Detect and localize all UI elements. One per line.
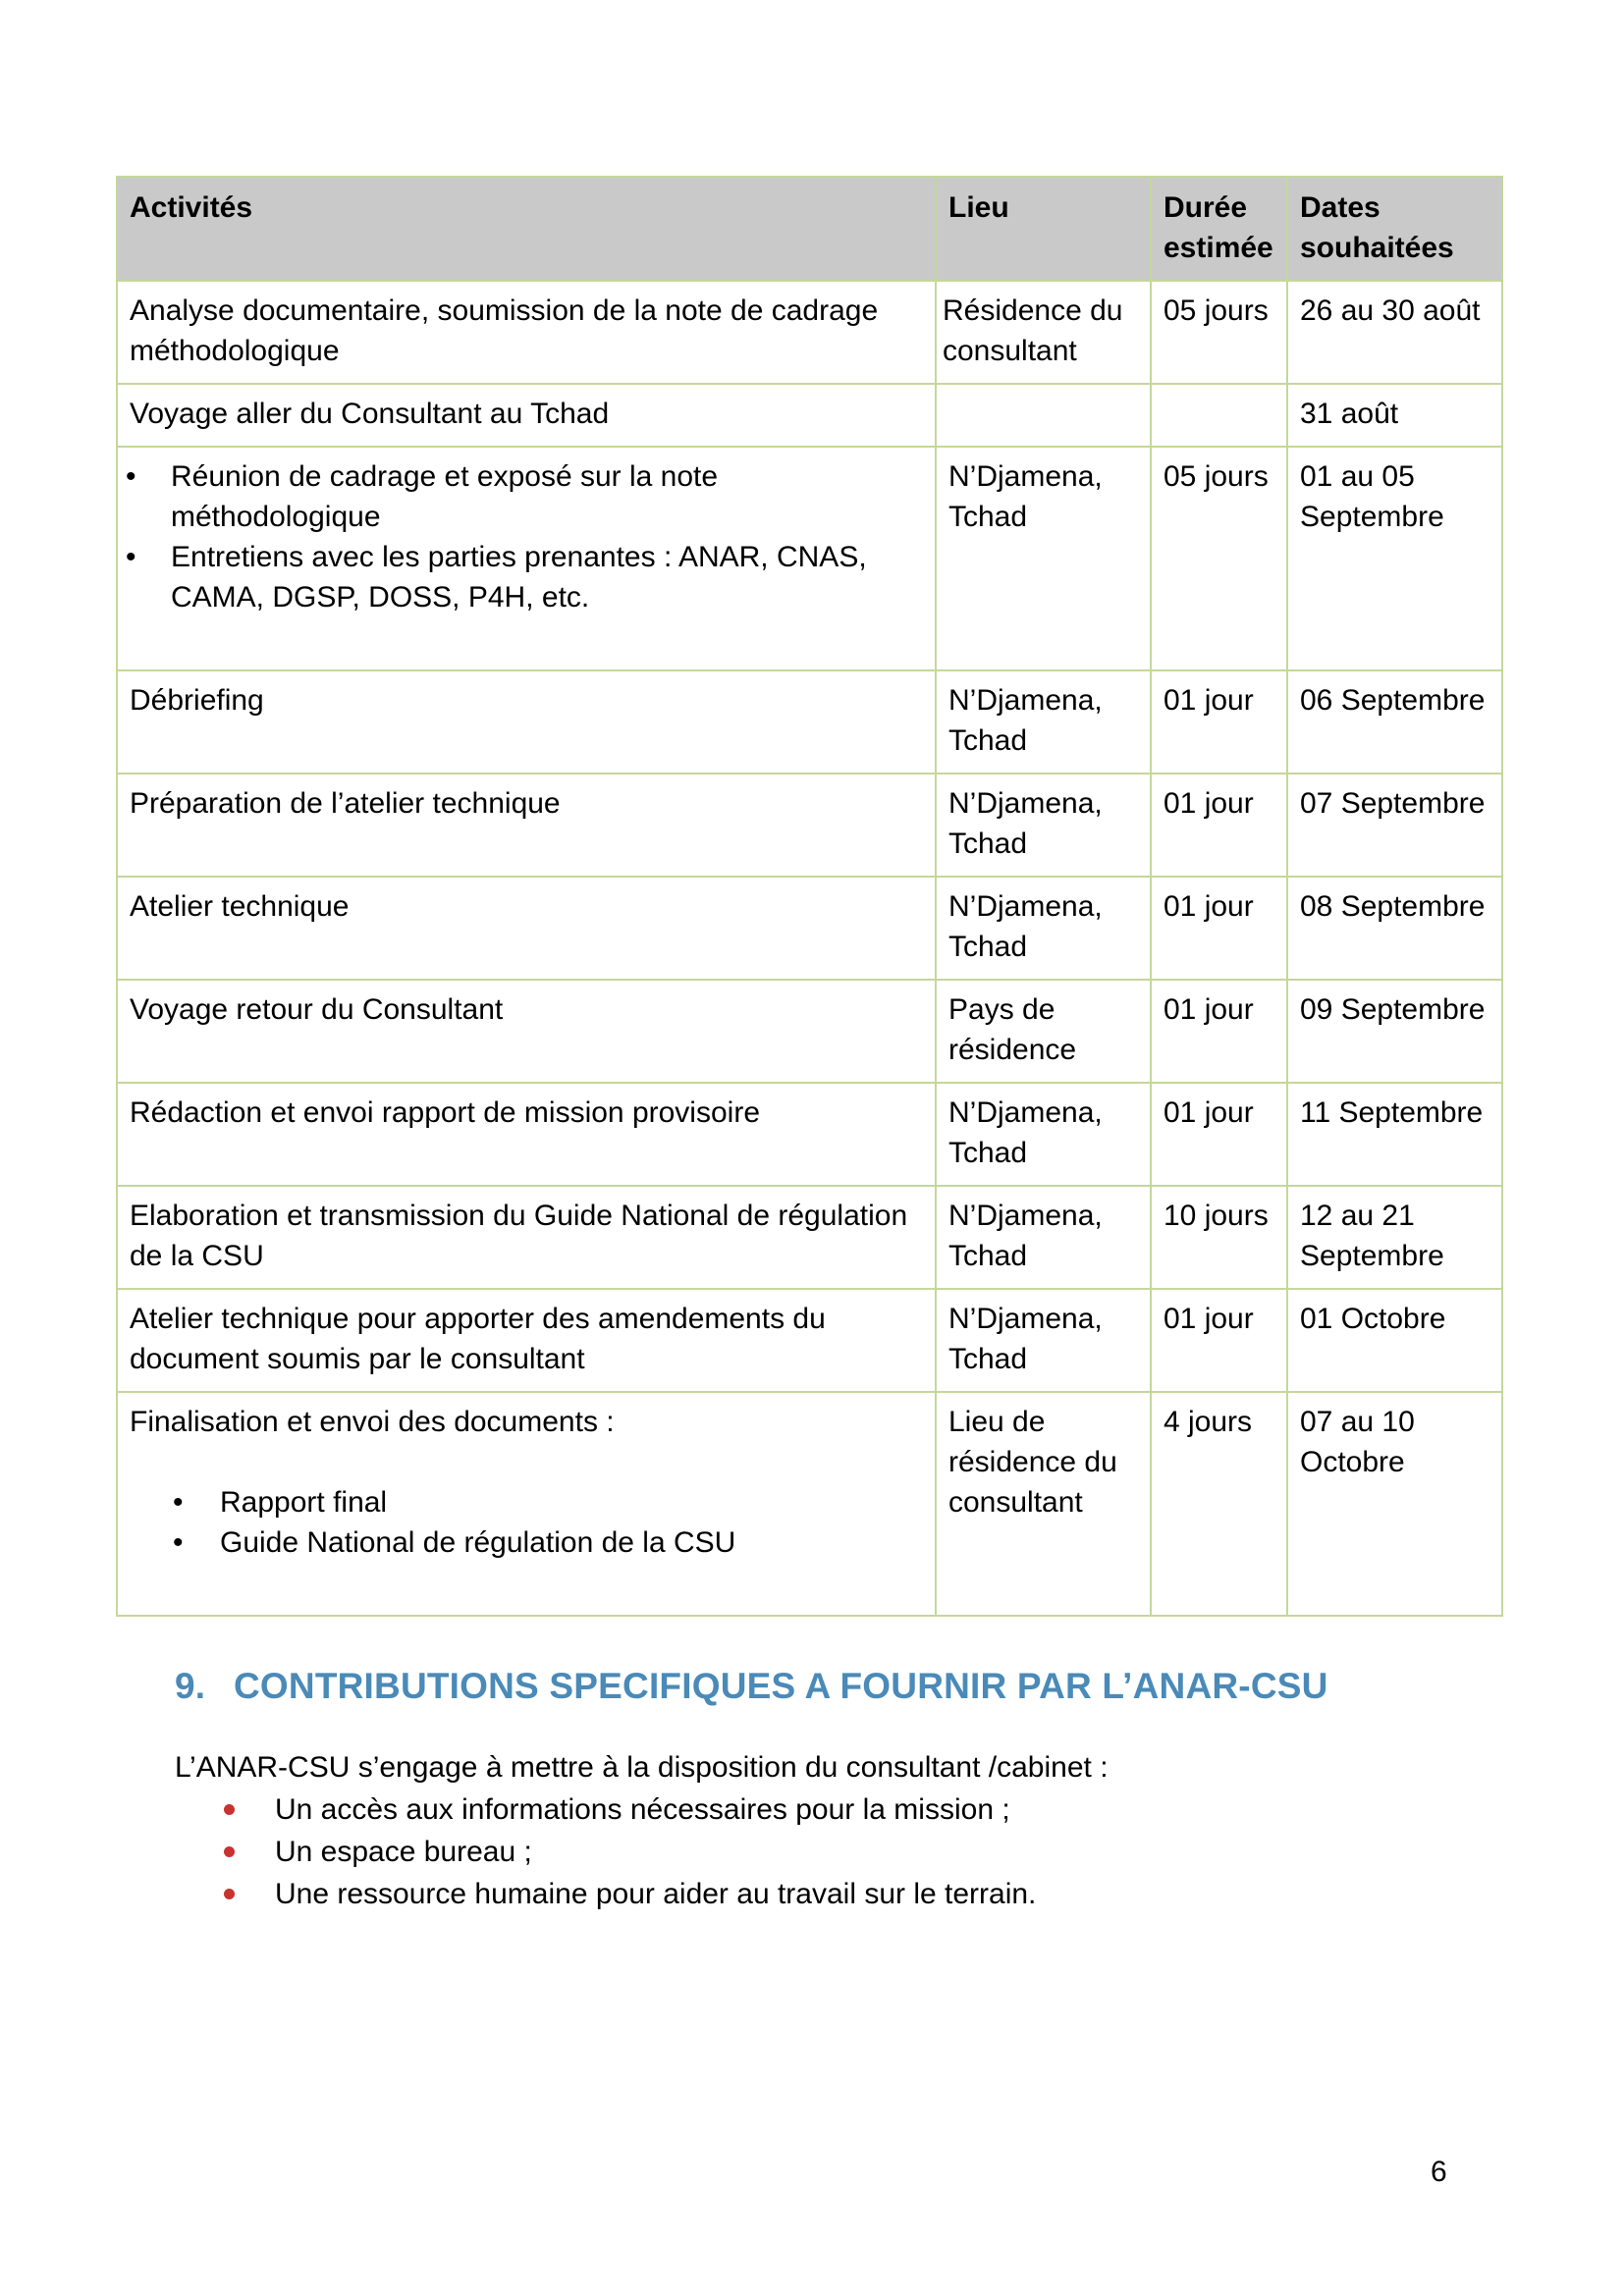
section-intro: L’ANAR-CSU s’engage à mettre à la disposition du consultant /cabinet : [175,1751,1109,1784]
list-item: Une ressource humaine pour aider au travail sur le terrain. [175,1873,1036,1915]
cell-lieu: N’Djamena, Tchad [936,1186,1151,1289]
header-activites: Activités [117,177,936,281]
activity-schedule-table [116,176,1503,1617]
cell-duree: 05 jours [1151,281,1287,384]
table-row [117,447,1502,670]
cell-dates: 12 au 21 Septembre [1287,1186,1502,1289]
cell-dates: 08 Septembre [1287,877,1502,980]
cell-lieu [936,384,1151,447]
list-item: • Réunion de cadrage et exposé sur la note méthodologique [130,456,925,537]
section-heading [175,1666,1328,1707]
cell-dates: 06 Septembre [1287,670,1502,774]
cell-dates: 11 Septembre [1287,1083,1502,1186]
cell-dates: 07 Septembre [1287,774,1502,877]
cell-lieu: Lieu de résidence du consultant [936,1392,1151,1616]
cell-lieu: N’Djamena, Tchad [936,1289,1151,1392]
bullet-icon: • [173,1486,184,1519]
cell-lieu: N’Djamena, Tchad [936,447,1151,670]
bullet-icon: • [126,541,136,573]
cell-dates: 31 août [1287,384,1502,447]
cell-activite: Préparation de l’atelier technique [117,774,936,877]
activity-title: Finalisation et envoi des documents : [130,1406,615,1438]
activity-bullet-list [126,456,925,617]
cell-activite [117,447,936,670]
cell-lieu: N’Djamena, Tchad [936,670,1151,774]
cell-lieu: Résidence du consultant [936,281,1151,384]
cell-activite: Voyage retour du Consultant [117,980,936,1083]
contributions-list [175,1789,1036,1915]
table-header-row [117,177,1502,281]
cell-lieu: N’Djamena, Tchad [936,774,1151,877]
page-number: 6 [1431,2156,1447,2188]
cell-duree: 01 jour [1151,1289,1287,1392]
cell-dates: 26 au 30 août [1287,281,1502,384]
cell-duree: 01 jour [1151,980,1287,1083]
cell-activite: Débriefing [117,670,936,774]
table-row [117,384,1502,447]
cell-duree: 01 jour [1151,1083,1287,1186]
section-number: 9. [175,1666,206,1706]
documents-bullet-list [130,1482,925,1563]
cell-lieu: N’Djamena, Tchad [936,1083,1151,1186]
header-dates: Dates souhaitées [1287,177,1502,281]
header-lieu: Lieu [936,177,1151,281]
cell-activite: Atelier technique pour apporter des amendements du document soumis par le consultant [117,1289,936,1392]
cell-duree: 10 jours [1151,1186,1287,1289]
cell-duree: 01 jour [1151,670,1287,774]
table-row [117,1083,1502,1186]
cell-duree: 4 jours [1151,1392,1287,1616]
cell-lieu: N’Djamena, Tchad [936,877,1151,980]
cell-activite: Rédaction et envoi rapport de mission provisoire [117,1083,936,1186]
bullet-icon [224,1889,235,1899]
table-row [117,774,1502,877]
bullet-icon: • [126,460,136,493]
cell-dates: 07 au 10 Octobre [1287,1392,1502,1616]
list-item: • Guide National de régulation de la CSU [130,1522,925,1563]
table-row [117,877,1502,980]
list-item: Un accès aux informations nécessaires pour la mission ; [175,1789,1036,1831]
list-item: • Entretiens avec les parties prenantes : ANAR, CNAS, CAMA, DGSP, DOSS, P4H, etc. [130,537,925,617]
cell-duree: 01 jour [1151,877,1287,980]
cell-activite: Analyse documentaire, soumission de la note de cadrage méthodologique [117,281,936,384]
cell-dates: 01 Octobre [1287,1289,1502,1392]
table-row [117,1289,1502,1392]
table-row [117,281,1502,384]
cell-lieu: Pays de résidence [936,980,1151,1083]
list-item: • Rapport final [130,1482,925,1522]
table-row [117,980,1502,1083]
table-row [117,670,1502,774]
bullet-icon: • [173,1526,184,1559]
cell-duree: 01 jour [1151,774,1287,877]
section-title: CONTRIBUTIONS SPECIFIQUES A FOURNIR PAR L’ANAR-CSU [234,1666,1328,1706]
cell-duree: 05 jours [1151,447,1287,670]
table-row [117,1186,1502,1289]
bullet-icon [224,1804,235,1815]
list-item: Un espace bureau ; [175,1831,1036,1873]
cell-activite: Voyage aller du Consultant au Tchad [117,384,936,447]
bullet-icon [224,1846,235,1857]
table-row [117,1392,1502,1616]
cell-activite [117,1392,936,1616]
cell-activite: Atelier technique [117,877,936,980]
cell-dates: 09 Septembre [1287,980,1502,1083]
cell-dates: 01 au 05 Septembre [1287,447,1502,670]
header-duree: Durée estimée [1151,177,1287,281]
cell-duree [1151,384,1287,447]
cell-activite: Elaboration et transmission du Guide National de régulation de la CSU [117,1186,936,1289]
